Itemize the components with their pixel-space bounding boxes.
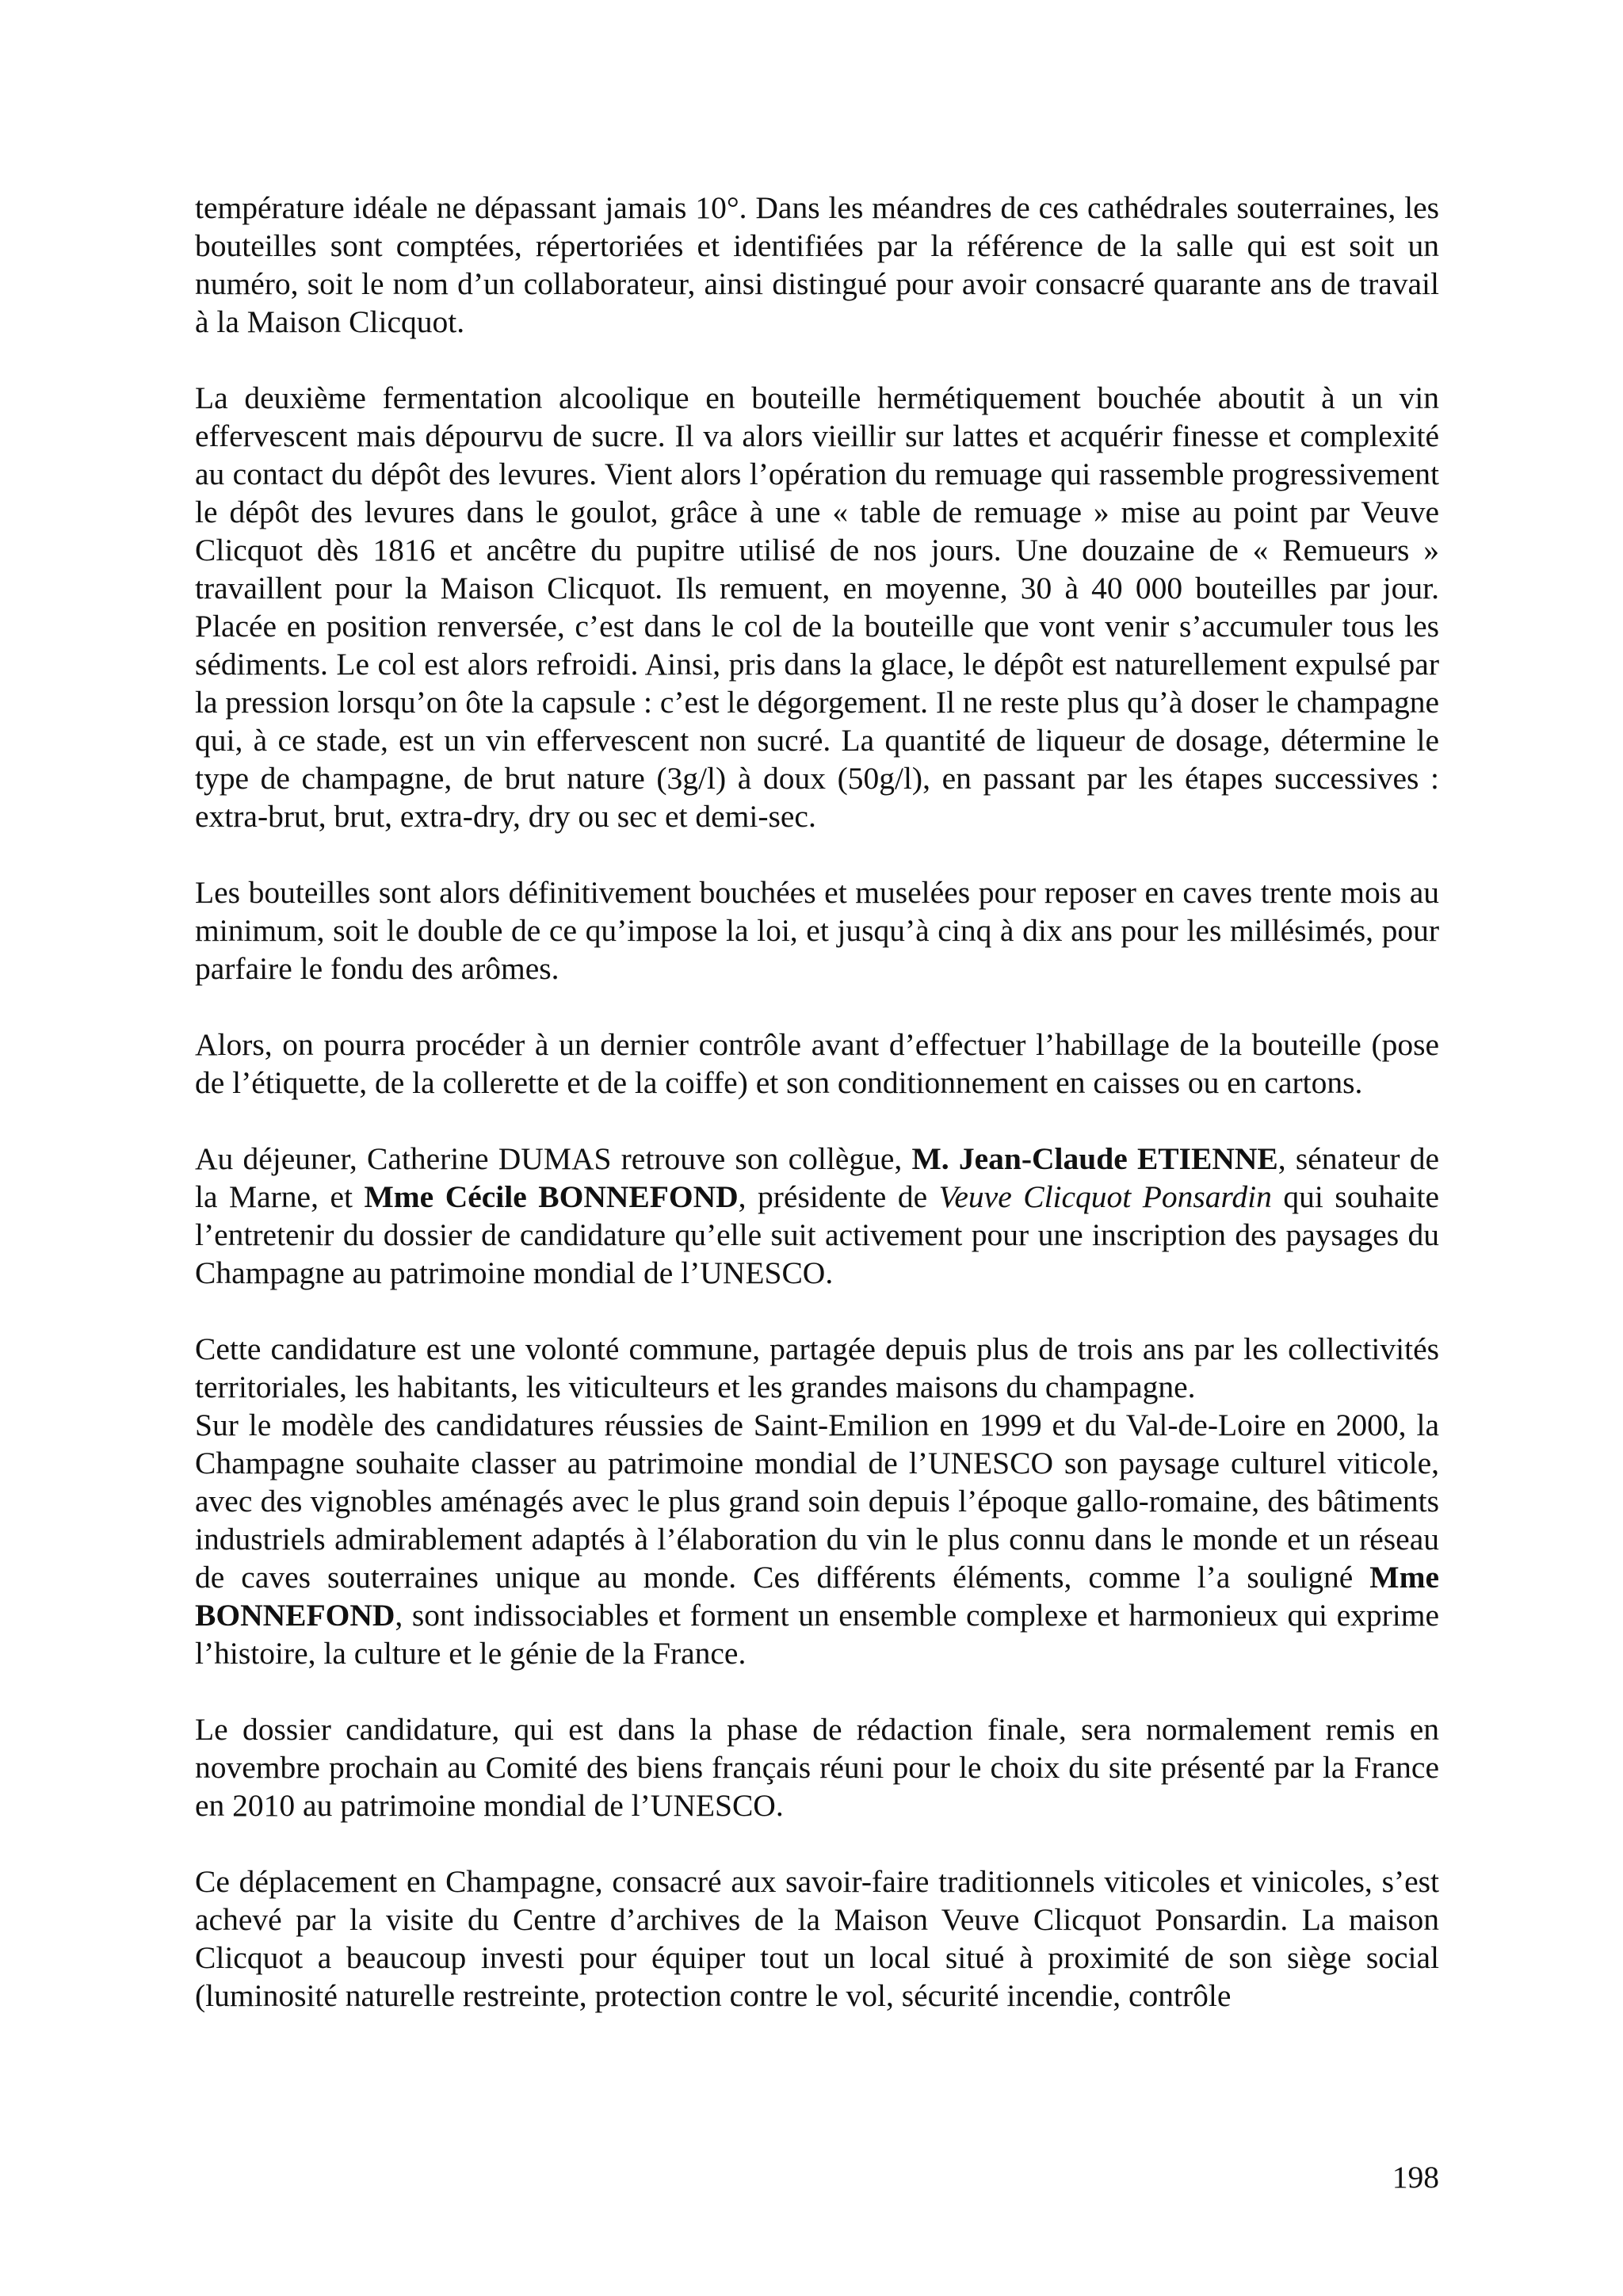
senator-name: M. Jean-Claude ETIENNE bbox=[911, 1141, 1278, 1176]
page-body bbox=[195, 189, 1439, 2053]
paragraph-cellar-temperature: température idéale ne dépassant jamais 10°. Dans les méandres de ces cathédrales souterraines, les bouteilles sont comptées, répertoriées et identifiées par la référence de la salle qui est soit un numéro, soit le nom d’un collaborateur, ainsi distingué pour avoir consacré quarante ans de travail à la Maison Clicquot. bbox=[195, 190, 1439, 339]
company-name: Veuve Clicquot Ponsardin bbox=[938, 1179, 1272, 1214]
paragraph-common-candidacy: Cette candidature est une volonté commune, partagée depuis plus de trois ans par les collectivités territoriales, les habitants, les viticulteurs et les grandes maisons du champagne. bbox=[195, 1331, 1439, 1404]
president-name: Mme Cécile BONNEFOND bbox=[364, 1179, 739, 1214]
paragraph-candidacy-file: Le dossier candidature, qui est dans la phase de rédaction finale, sera normalement remis en novembre prochain au Comité des biens français réuni pour le choix du site présenté par la France en 2010 au patrimoine mondial de l’UNESCO. bbox=[195, 1712, 1439, 1823]
paragraph-archives-visit: Ce déplacement en Champagne, consacré aux savoir-faire traditionnels viticoles et vinicoles, s’est achevé par la visite du Centre d’archives de la Maison Veuve Clicquot Ponsardin. La maison Clicquot a beaucoup investi pour équiper tout un local situé à proximité de son siège social (luminosité naturelle restreinte, protection contre le vol, sécurité incendie, contrôle bbox=[195, 1864, 1439, 2013]
paragraph-final-control: Alors, on pourra procéder à un dernier contrôle avant d’effectuer l’habillage de la bouteille (pose de l’étiquette, de la collerette et de la coiffe) et son conditionnement en caisses ou en cartons. bbox=[195, 1027, 1439, 1100]
lunch-text-3: , présidente de bbox=[738, 1179, 939, 1214]
lunch-text-4: qui souhaite l’entretenir du dossier de candidature qu’elle suit activement pour une inscription des paysages du Champagne au patrimoine mondial de l’UNESCO. bbox=[195, 1179, 1440, 1290]
paragraph-unesco-model bbox=[195, 1406, 1439, 1672]
unesco-text-2: , sont indissociables et forment un ensemble complexe et harmonieux qui exprime l’histoire, la culture et le génie de la France. bbox=[195, 1598, 1439, 1671]
unesco-text-1: Sur le modèle des candidatures réussies de Saint-Emilion en 1999 et du Val-de-Loire en 2000, la Champagne souhaite classer au patrimoine mondial de l’UNESCO son paysage culturel viticole, avec des vignobles aménagés avec le plus grand soin depuis l’époque gallo-romaine, des bâtiments industriels admirablement adaptés à l’élaboration du vin le plus connu dans le monde et un réseau de caves souterraines unique au monde. Ces différents éléments, comme l’a souligné bbox=[195, 1408, 1439, 1595]
bonnefond-name: Mme BONNEFOND bbox=[195, 1560, 1439, 1633]
paragraph-lunch-meeting bbox=[195, 1140, 1439, 1292]
lunch-text-2: , sénateur de la Marne, et bbox=[195, 1141, 1439, 1214]
lunch-text-1: Au déjeuner, Catherine DUMAS retrouve son collègue, bbox=[195, 1141, 912, 1176]
page-number: 198 bbox=[1392, 2160, 1439, 2195]
paragraph-bottle-aging: Les bouteilles sont alors définitivement bouchées et muselées pour reposer en caves trente mois au minimum, soit le double de ce qu’impose la loi, et jusqu’à cinq à dix ans pour les millésimés, pour parfaire le fondu des arômes. bbox=[195, 875, 1439, 986]
paragraph-second-fermentation: La deuxième fermentation alcoolique en bouteille hermétiquement bouchée aboutit à un vin effervescent mais dépourvu de sucre. Il va alors vieillir sur lattes et acquérir finesse et complexité au contact du dépôt des levures. Vient alors l’opération du remuage qui rassemble progressivement le dépôt des levures dans le goulot, grâce à une « table de remuage » mise au point par Veuve Clicquot dès 1816 et ancêtre du pupitre utilisé de nos jours. Une douzaine de « Remueurs » travaillent pour la Maison Clicquot. Ils remuent, en moyenne, 30 à 40 000 bouteilles par jour. Placée en position renversée, c’est dans le col de la bouteille que vont venir s’accumuler tous les sédiments. Le col est alors refroidi. Ainsi, pris dans la glace, le dépôt est naturellement expulsé par la pression lorsqu’on ôte la capsule : c’est le dégorgement. Il ne reste plus qu’à doser le champagne qui, à ce stade, est un vin effervescent non sucré. La quantité de liqueur de dosage, détermine le type de champagne, de brut nature (3g/l) à doux (50g/l), en passant par les étapes successives : extra-brut, brut, extra-dry, dry ou sec et demi-sec. bbox=[195, 380, 1439, 834]
